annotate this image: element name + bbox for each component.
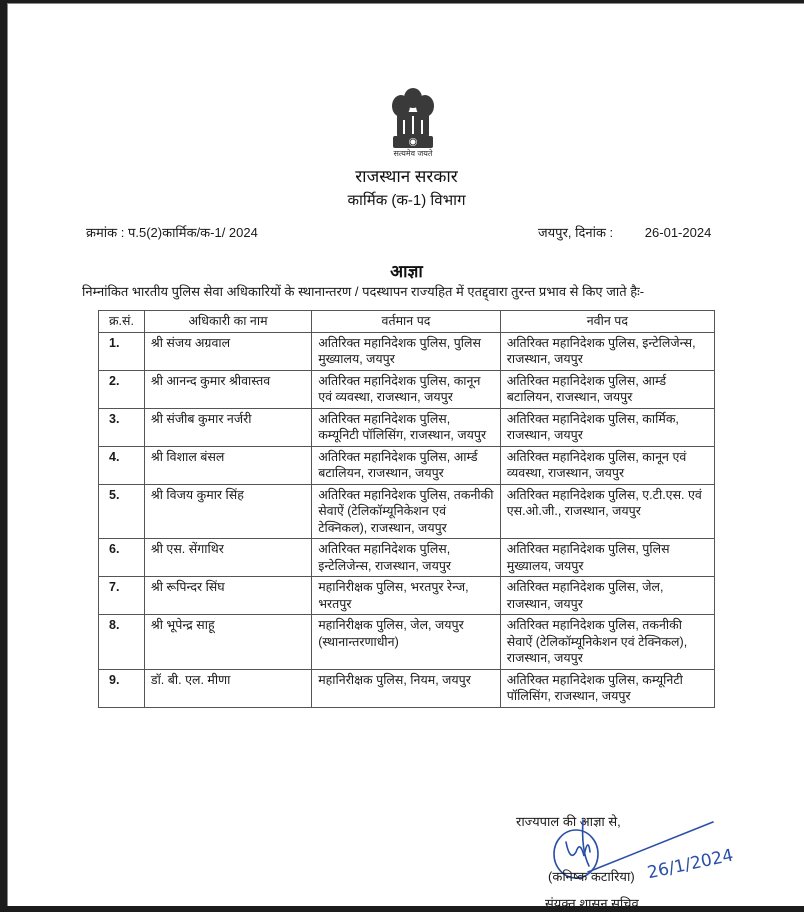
serial-number-cell: 1. — [99, 332, 145, 370]
officer-name-cell: श्री विजय कुमार सिंह — [144, 484, 311, 539]
current-post-cell: महानिरीक्षक पुलिस, जेल, जयपुर (स्थानान्तरणाधीन) — [312, 615, 501, 670]
serial-number-cell: 6. — [99, 539, 145, 577]
new-post-cell: अतिरिक्त महानिदेशक पुलिस, ए.टी.एस. एवं एस.ओ.जी., राजस्थान, जयपुर — [500, 484, 714, 539]
new-post-cell: अतिरिक्त महानिदेशक पुलिस, इन्टेलिजेन्स, राजस्थान, जयपुर — [500, 332, 714, 370]
header-officer-name: अधिकारी का नाम — [144, 311, 311, 333]
signature-date: 26/1/2024 — [645, 845, 736, 884]
order-title: आज्ञा — [390, 262, 423, 281]
current-post-cell: अतिरिक्त महानिदेशक पुलिस, कम्यूनिटी पॉलिसिंग, राजस्थान, जयपुर — [312, 408, 501, 446]
by-order-text: राज्यपाल की आज्ञा से, — [516, 814, 621, 829]
table-row — [99, 577, 715, 615]
serial-number-cell: 7. — [99, 577, 145, 615]
table-row — [99, 484, 715, 539]
officer-name-cell: श्री आनन्द कुमार श्रीवास्तव — [144, 370, 311, 408]
new-post-cell: अतिरिक्त महानिदेशक पुलिस, कार्मिक, राजस्थान, जयपुर — [500, 408, 714, 446]
new-post-cell: अतिरिक्त महानिदेशक पुलिस, आर्म्ड बटालियन, राजस्थान, जयपुर — [500, 370, 714, 408]
officer-name-cell: श्री भूपेन्द्र साहू — [144, 615, 311, 670]
department-name: कार्मिक (क-1) विभाग — [347, 192, 466, 209]
new-post-cell: अतिरिक्त महानिदेशक पुलिस, कानून एवं व्यवस्था, राजस्थान, जयपुर — [500, 446, 714, 484]
date-value: 26-01-2024 — [644, 225, 712, 240]
current-post-cell: अतिरिक्त महानिदेशक पुलिस, कानून एवं व्यवस्था, राजस्थान, जयपुर — [312, 370, 501, 408]
signatory-name: (कनिष्क कटारिया) — [548, 869, 635, 884]
serial-number-cell: 9. — [99, 669, 145, 707]
current-post-cell: महानिरीक्षक पुलिस, नियम, जयपुर — [312, 669, 501, 707]
current-post-cell: अतिरिक्त महानिदेशक पुलिस, पुलिस मुख्यालय, जयपुर — [312, 332, 501, 370]
table-row — [99, 669, 715, 707]
current-post-cell: अतिरिक्त महानिदेशक पुलिस, तकनीकी सेवाऐं (टेलिकॉम्यूनिकेशन एवं टेक्निकल), राजस्थान, जयपुर — [312, 484, 501, 539]
table-row — [99, 370, 715, 408]
reference-number — [86, 223, 258, 241]
officer-name-cell: डॉ. बी. एल. मीणा — [144, 669, 311, 707]
place-date-label: जयपुर, दिनांक : — [538, 225, 614, 240]
current-post-cell: अतिरिक्त महानिदेशक पुलिस, आर्म्ड बटालियन, राजस्थान, जयपुर — [312, 446, 501, 484]
officer-name-cell: श्री एस. सेंगाथिर — [144, 539, 311, 577]
serial-number-cell: 8. — [99, 615, 145, 670]
officer-name-cell: श्री विशाल बंसल — [144, 446, 311, 484]
table-header-row — [99, 311, 715, 333]
table-row — [99, 539, 715, 577]
officer-name-cell: श्री संजय अग्रवाल — [144, 332, 311, 370]
document-page — [7, 3, 804, 911]
new-post-cell: अतिरिक्त महानिदेशक पुलिस, पुलिस मुख्यालय, जयपुर — [500, 539, 714, 577]
current-post-cell: महानिरीक्षक पुलिस, भरतपुर रेन्ज, भरतपुर — [312, 577, 501, 615]
header-current-post: वर्तमान पद — [312, 311, 501, 333]
government-name: राजस्थान सरकार — [355, 167, 458, 186]
current-post-cell: अतिरिक्त महानिदेशक पुलिस, इन्टेलिजेन्स, राजस्थान, जयपुर — [312, 539, 501, 577]
order-intro: निम्नांकित भारतीय पुलिस सेवा अधिकारियों के स्थानान्तरण / पदस्थापन राज्यहित में एतद्द्वारा तुरन्त प्रभाव से किए जाते हैः- — [82, 284, 645, 299]
serial-number-cell: 2. — [99, 370, 145, 408]
table-row — [99, 332, 715, 370]
header-serial: क्र.सं. — [99, 311, 145, 333]
officer-name-cell: श्री रूपिन्दर सिंघ — [144, 577, 311, 615]
table-row — [99, 446, 715, 484]
emblem-motto: सत्यमेव जयते — [393, 149, 433, 158]
transfer-table — [98, 310, 715, 708]
new-post-cell: अतिरिक्त महानिदेशक पुलिस, जेल, राजस्थान, जयपुर — [500, 577, 714, 615]
table-row — [99, 615, 715, 670]
serial-number-cell: 5. — [99, 484, 145, 539]
header-new-post: नवीन पद — [500, 311, 714, 333]
table-row — [99, 408, 715, 446]
new-post-cell: अतिरिक्त महानिदेशक पुलिस, कम्यूनिटी पॉलिसिंग, राजस्थान, जयपुर — [500, 669, 714, 707]
signatory-designation: संयुक्त शासन सचिव — [545, 896, 639, 911]
reference-value: प.5(2)कार्मिक/क-1/ 2024 — [127, 225, 258, 240]
place-date — [538, 223, 711, 241]
serial-number-cell: 3. — [99, 408, 145, 446]
serial-number-cell: 4. — [99, 446, 145, 484]
officer-name-cell: श्री संजीब कुमार नर्जरी — [144, 408, 311, 446]
new-post-cell: अतिरिक्त महानिदेशक पुलिस, तकनीकी सेवाऐं (टेलिकॉम्यूनिकेशन एवं टेक्निकल), राजस्थान, जयपुर — [500, 615, 714, 670]
reference-label: क्रमांक : — [86, 225, 125, 240]
